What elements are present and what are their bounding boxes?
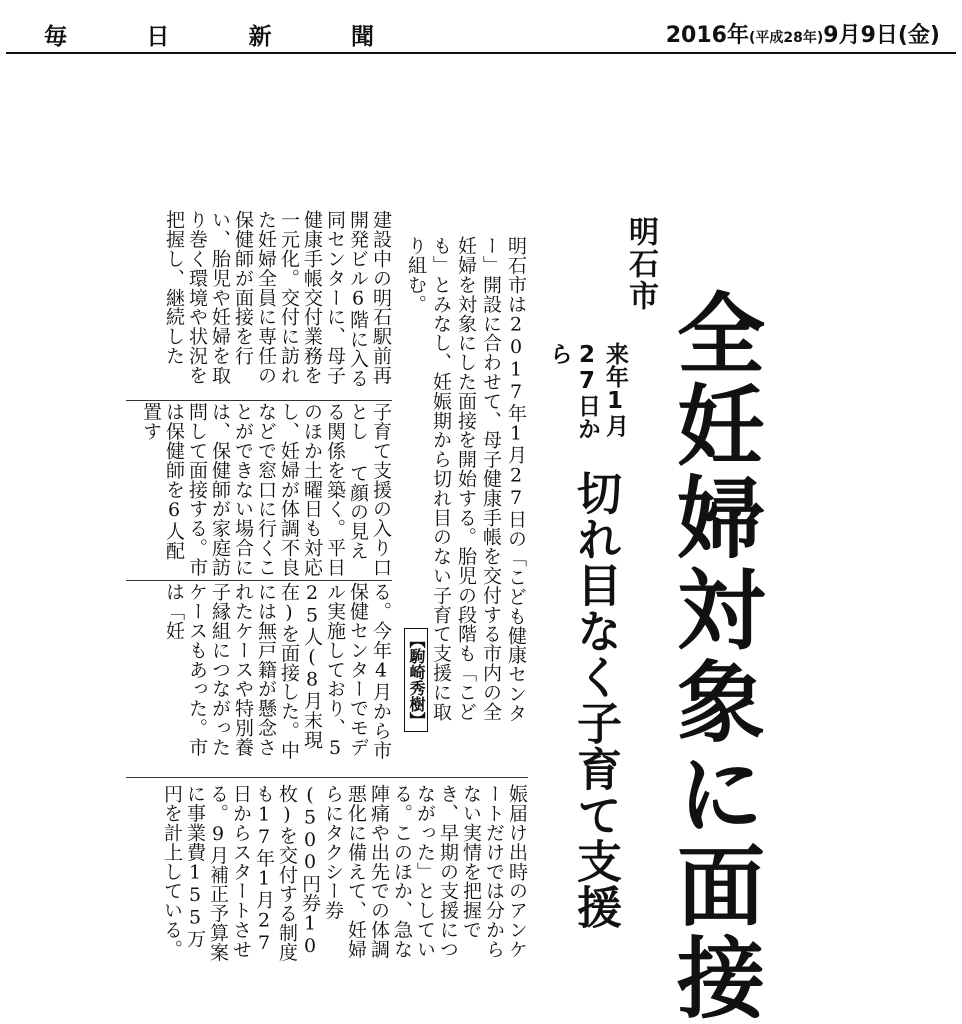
column-rule xyxy=(126,777,528,778)
article-lead: 明石市は2017年1月27日の「こども健康センター」開設に合わせて、母子健康手帳を交付する市内の全妊婦を対象にした面接を開始する。胎児の段階も「こども」とみなし、妊娠期から切れ目のない子育て支援に取り組む。 xyxy=(405,236,527,723)
newspaper-name xyxy=(44,18,374,51)
issue-date-year: 2016年 xyxy=(665,23,749,48)
article-subhead-date: 来年1月27日から xyxy=(546,342,628,440)
article-body-column-4: 娠届け出時のアンケートだけでは分からない実情を把握でき、早期の支援につながった」としている。このほか、急な陣痛や出先での体調悪化に備えて、妊婦らにタクシー券(500円券10枚)を交付する制度も17年1月27日からスタートさせる。9月補正予算案に事業費155万円を計上している。 xyxy=(161,784,528,962)
newspaper-name-char: 毎 xyxy=(44,24,67,50)
article-subhead: 切れ目なく子育て支援 xyxy=(569,470,622,930)
article-body-column-2: 子育て支援の入り口とし て顔の見える関係を築く。平日のほか土曜日も対応し、妊婦が体調不良などで窓口に行くことができない場合には、保健師が家庭訪問して面接する。市は保健師を6人配置す xyxy=(140,402,392,577)
newspaper-name-char: 聞 xyxy=(350,24,374,50)
issue-date-day: 9月9日(金) xyxy=(823,23,940,48)
column-rule xyxy=(126,400,392,401)
masthead xyxy=(0,0,962,54)
article-byline: 【駒崎秀樹】 xyxy=(404,628,428,732)
issue-date-era: (平成28年) xyxy=(748,30,824,46)
article-headline: 全妊婦対象に面接 xyxy=(663,288,767,1024)
masthead-rule xyxy=(6,52,956,54)
issue-date xyxy=(666,18,940,49)
newspaper-name-char: 日 xyxy=(146,24,170,50)
article-city-label: 明石市 xyxy=(623,216,658,312)
article-body-column-3: る。今年4月から市保健センターでモデル実施しており、525人(8月末現在)を面接した。中には無戸籍が懸念されたケースや特別養子縁組につながったケースもあった。市は「妊 xyxy=(163,582,392,760)
newspaper-name-char: 新 xyxy=(248,24,272,50)
article-body-column-1: 建設中の明石駅前再開発ビル6階に入る同センターに、母子健康手帳交付業務を一元化。交付に訪れた妊婦全員に専任の保健師が面接を行い、胎児や妊婦を取り巻く環境や状況を把握し、継続した xyxy=(163,210,392,388)
column-rule xyxy=(126,580,392,581)
